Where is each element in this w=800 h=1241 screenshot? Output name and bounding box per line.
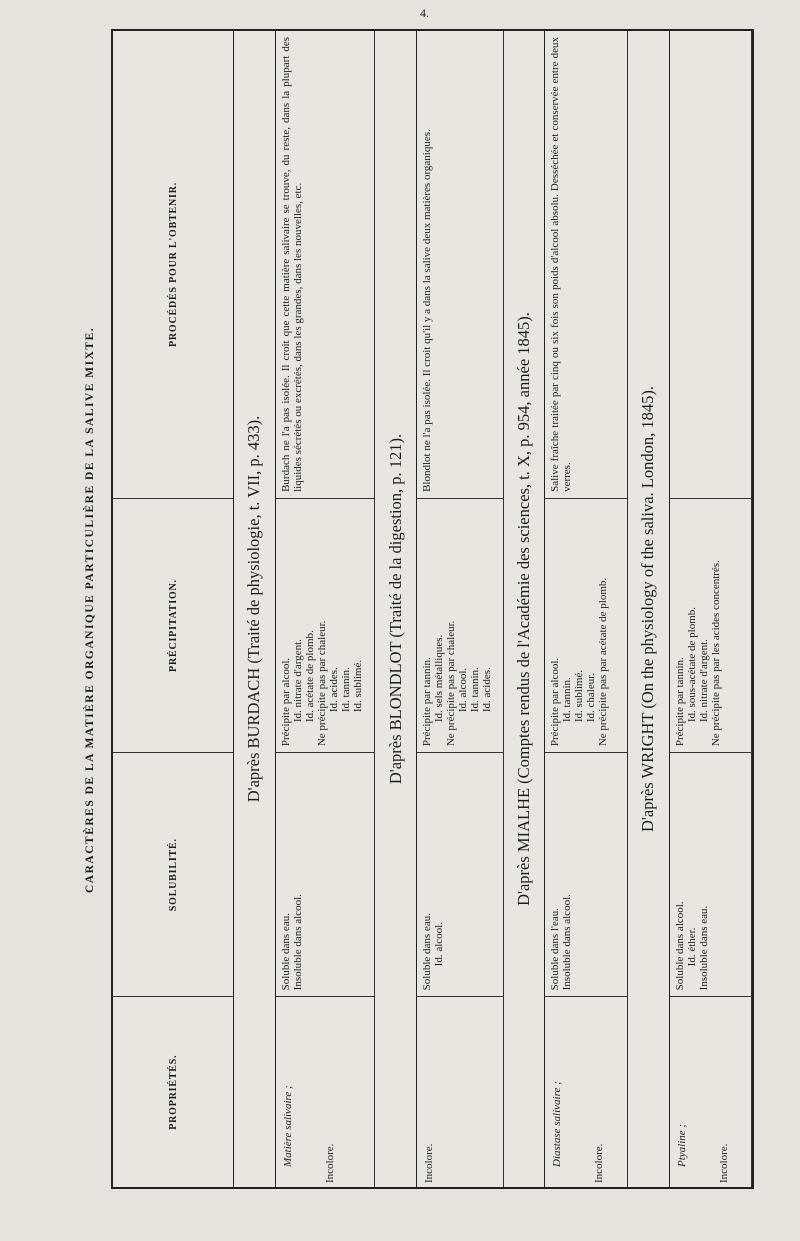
- precipitation-cell: [417, 498, 504, 752]
- solubility-line: Id. éther.: [685, 927, 698, 967]
- header-precipitation: PRÉCIPITATION.: [113, 498, 234, 752]
- solubility-line: Soluble dans eau.: [279, 913, 292, 991]
- header-procedes: PROCÉDÉS POUR L'OBTENIR.: [113, 31, 234, 498]
- solubility-line: Insoluble dans alcool.: [291, 894, 304, 991]
- properties-cell: [275, 997, 375, 1187]
- precipitation-line: Ne précipite pas par chaleur.: [445, 620, 457, 747]
- source-burdach: D'après BURDACH (Traité de physiologie, t. VII, p. 433).: [234, 31, 276, 1187]
- precipitation-line: Précipite par tannin.: [673, 657, 686, 747]
- page-title: CARACTÈRES DE LA MATIÈRE ORGANIQUE PARTICULIÈRE DE LA SALIVE MIXTE.: [84, 326, 96, 894]
- table-header-row: [113, 31, 234, 1187]
- precipitation-line: Précipite par tannin.: [421, 657, 433, 747]
- header-solubilite: SOLUBILITÉ.: [113, 753, 234, 997]
- precipitation-line: Id. acétate de plomb.: [303, 630, 316, 723]
- precipitation-line: Id. acides.: [327, 667, 340, 713]
- source-wright: D'après WRIGHT (On the physiology of the saliva. London, 1845).: [627, 31, 669, 1187]
- precipitation-line: Id. sels métalliques.: [433, 634, 445, 723]
- precipitation-line: Précipite par alcool.: [279, 657, 292, 747]
- saliva-properties-table: [111, 29, 754, 1189]
- precipitation-line: Id. nitrate d'argent.: [291, 639, 304, 723]
- source-row: [234, 31, 276, 1187]
- precipitation-line: Précipite par alcool.: [549, 657, 562, 747]
- precipitation-cell: [669, 498, 751, 752]
- color-value: Incolore.: [717, 1143, 730, 1183]
- source-mialhe: D'après MIALHE (Comptes rendus de l'Académie des sciences, t. X, p. 954, année 1845).: [503, 31, 545, 1187]
- procedure-cell: [669, 31, 751, 498]
- solubility-line: Soluble dans l'eau.: [549, 908, 562, 991]
- source-blondlot: D'après BLONDLOT (Traité de la digestion, p. 121).: [375, 31, 417, 1187]
- precipitation-line: Id. sublimé.: [573, 669, 586, 723]
- table-row: [417, 31, 504, 1187]
- procedure-cell: Salive fraîche traitée par cinq ou six fois son poids d'alcool absolu. Desséchée et conservée entre deux verres.: [545, 31, 627, 498]
- substance-name: Matière salivaire ;: [281, 1085, 294, 1167]
- source-row: [375, 31, 417, 1187]
- page-number: 4.: [420, 6, 429, 20]
- precipitation-cell: [275, 498, 375, 752]
- solubility-line: Insoluble dans alcool.: [561, 894, 574, 991]
- procedure-cell: Burdach ne l'a pas isolée. Il croit que cette matière salivaire se trouve, du reste, dans la plupart des liquides sécrétés ou excrétés, dans les grandes, dans les nouvelles, etc.: [275, 31, 375, 498]
- precipitation-line: Ne précipite pas par chaleur.: [315, 620, 328, 747]
- precipitation-line: Id. tannin.: [561, 677, 574, 723]
- substance-name: Ptyaline ;: [675, 1123, 688, 1167]
- color-value: Incolore.: [423, 1143, 435, 1183]
- precipitation-line: Id. alcool.: [457, 667, 469, 713]
- solubility-cell: [545, 753, 627, 997]
- solubility-cell: [275, 753, 375, 997]
- solubility-line: Soluble dans eau.: [421, 913, 433, 991]
- solubility-cell: [417, 753, 504, 997]
- precipitation-line: Id. tannin.: [469, 667, 481, 713]
- properties-cell: [545, 997, 627, 1187]
- table-row: [275, 31, 375, 1187]
- substance-name: Diastase salivaire ;: [551, 1081, 564, 1167]
- table-row: [669, 31, 751, 1187]
- table-row: [545, 31, 627, 1187]
- precipitation-line: Id. nitrate d'argent.: [697, 639, 710, 723]
- properties-cell: [669, 997, 751, 1187]
- source-row: [503, 31, 545, 1187]
- color-value: Incolore.: [593, 1143, 606, 1183]
- precipitation-line: Id. acides.: [481, 667, 493, 713]
- precipitation-line: Ne précipite pas par acétate de plomb.: [597, 577, 610, 747]
- precipitation-line: Id. sublimé.: [351, 659, 364, 713]
- solubility-line: Insoluble dans eau.: [697, 905, 710, 991]
- precipitation-line: Ne précipite pas par les acides concentrés.: [709, 560, 722, 747]
- source-row: [627, 31, 669, 1187]
- precipitation-line: Id. tannin.: [339, 667, 352, 713]
- procedure-cell: Blondlot ne l'a pas isolée. Il croit qu'il y a dans la salive deux matières organiques.: [417, 31, 504, 498]
- header-proprietes: PROPRIÉTÉS.: [113, 997, 234, 1187]
- properties-cell: [417, 997, 504, 1187]
- precipitation-cell: [545, 498, 627, 752]
- precipitation-line: Id. chaleur.: [585, 672, 598, 723]
- solubility-line: Id. alcool.: [433, 922, 445, 967]
- color-value: Incolore.: [323, 1143, 336, 1183]
- solubility-line: Soluble dans alcool.: [673, 901, 686, 991]
- precipitation-line: Id. sous-acétate de plomb.: [685, 606, 698, 723]
- solubility-cell: [669, 753, 751, 997]
